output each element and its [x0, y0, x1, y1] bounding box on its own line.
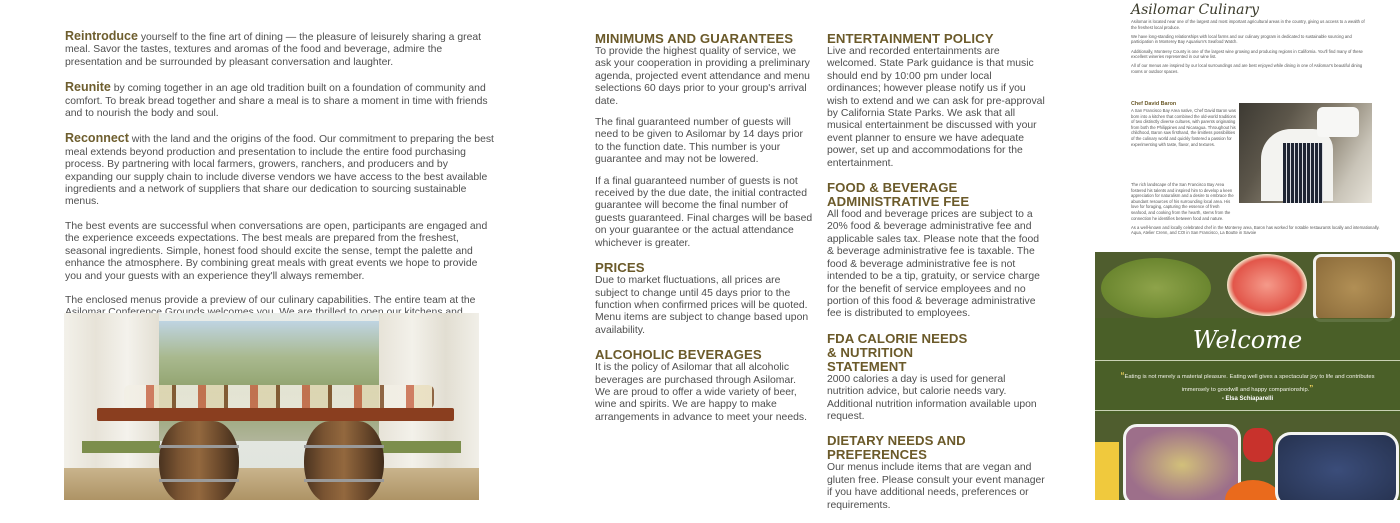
- policy-heading: FOOD & BEVERAGE ADMINISTRATIVE FEE: [827, 180, 970, 210]
- policy-text: It is the policy of Asilomar that all alcoholic beverages are purchased through Asilomar. We are proud to offer a wide variety of beer, wine and spirits. We are happy to make arrangements in advance to meet your needs.: [595, 362, 807, 423]
- blueberry-bowl: [1275, 432, 1399, 500]
- culinary-paragraph: We have long-standing relationships with local farms and our culinary program is dedicated to sustainable sourcing and participation in Monterey Bay Aquarium's Seafood Watch.: [1131, 33, 1352, 45]
- keyword: Reintroduce: [65, 29, 138, 43]
- policies-column-left: [595, 32, 813, 435]
- divider: [1095, 360, 1400, 361]
- floor: [64, 468, 479, 500]
- strawberry: [1243, 428, 1273, 462]
- chef-bio-continued: [1131, 182, 1389, 240]
- policy-text: Live and recorded entertainments are welcomed. State Park guidance is that music should end by 10:00 pm under local ordinances; however please notify us if you wish to extend and we can ask for pre-approval by California State Parks. We ask that all musical entertainment be discussed with your event planner to ensure we have adequate power, set up and accommodations for the entertainment.: [827, 46, 1045, 169]
- policy-text: The final guaranteed number of guests will need to be given to Asilomar by 14 days prior to the function date. This number is your guarantee and may not be lowered.: [595, 117, 803, 166]
- quote-author: - Elsa Schiaparelli: [1221, 396, 1274, 402]
- welcome-food-photo: [1095, 252, 1400, 500]
- chef-hat: [1317, 107, 1359, 137]
- keyword: Reconnect: [65, 131, 129, 146]
- policy-heading: ALCOHOLIC BEVERAGES: [595, 347, 762, 363]
- policy-alcoholic-beverages: [595, 348, 813, 424]
- welcome-overlay: [1095, 318, 1400, 414]
- policy-heading: FDA CALORIE NEEDS & NUTRITION STATEMENT: [827, 330, 968, 374]
- buffet-barrel-table-photo: [64, 313, 479, 500]
- culinary-paragraph: Additionally, Monterey County is one of the largest wine growing and producing regions in California. You'll find many of these excellent wineries represented in our wine list.: [1131, 48, 1363, 60]
- culinary-paragraph: Asilomar is located near one of the largest and most important agricultural areas in the country, giving us access to a wealth of the freshest local produce.: [1131, 19, 1365, 30]
- policy-heading: MINIMUMS AND GUARANTEES: [595, 31, 794, 46]
- chef-paragraph: A San Francisco Bay Area native, Chef David Baron was born into a kitchen that combined the old-world traditions of two distinctly diverse cultures, with parents originating from both the Philippines and Nicaragua. Throughout his childhood, Baron saw firsthand, the limitless possibilities of the culinary world and quickly fostered a passion for experimenting with taste, flavor, and textures.: [1131, 108, 1236, 147]
- policy-heading: DIETARY NEEDS AND PREFERENCES: [827, 433, 966, 463]
- corn: [1095, 442, 1119, 500]
- food-platters: [124, 385, 434, 409]
- keyword: Reunite: [65, 80, 111, 95]
- policy-dietary: [827, 434, 1045, 512]
- policy-admin-fee: [827, 181, 1045, 321]
- policy-heading: PRICES: [595, 260, 645, 276]
- policy-text: 2000 calories a day is used for general nutrition advice, but calorie needs vary. Additional nutrition information available upon request.: [827, 373, 1037, 422]
- policy-text: All food and beverage prices are subject to a 20% food & beverage administrative fee and applicable sales tax. Please note that the food & beverage administrative fee is taxable. The food & beverage administrative fee is not intended to be a tip, gratuity, or service charge for the benefit of service employees and no portion of this food & beverage administrative fee is distributed to employees.: [827, 209, 1040, 320]
- culinary-title: Asilomar Culinary: [1131, 2, 1260, 18]
- chef-paragraph: As a well-known and locally celebrated chef in the Monterey area, Baron has worked for notable restaurants locally and internationally. Aqua, Atelier Crenn, and COI in San Francisco, La Boutte in Savoie: [1131, 224, 1380, 236]
- tabletop: [97, 408, 454, 421]
- policy-text: If a final guaranteed number of guests is not received by the due date, the initial contracted guarantee will become the final number of guests guaranteed. Final charges will be based on your guarantee or the actual attendance whichever is greater.: [595, 175, 813, 249]
- policy-fda-calorie: [827, 332, 1045, 424]
- grapefruit: [1227, 254, 1307, 316]
- policy-text: Our menus include items that are vegan and gluten free. Please consult your event manager if you have additional needs, preferences or requirements.: [827, 462, 1045, 511]
- divider: [1095, 410, 1400, 411]
- pear: [1101, 258, 1211, 318]
- intro-column: [65, 30, 495, 344]
- intro-paragraph-reconnect: Reconnect with the land and the origins of the food. Our commitment to preparing the best meal extends beyond production and presentation to include the entire food purchasing process. By partnering with local farmers, growers, ranchers, and producers and by expanding our supply chain to include diverse vendors we have access to the best available ingredients and a network of suppliers that share our dedication to sourcing sustainable menus.: [65, 131, 494, 208]
- curtain-stripe: [379, 441, 461, 453]
- policy-text: To provide the highest quality of service, we ask your cooperation in providing a preliminary agenda, projected event attendance and menu selections 60 days prior to your group's arrival date.: [595, 46, 810, 107]
- intro-paragraph-reunite: Reunite by coming together in an age old tradition built on a foundation of community and comfort. To break bread together and share a meal is to share a moment in time with friends and to nourish the body and soul.: [65, 80, 488, 120]
- open-quote-mark: “: [1120, 371, 1125, 380]
- intro-paragraph-reintroduce: Reintroduce yourself to the fine art of dining — the pleasure of leisurely sharing a great meal. Savor the tastes, textures and aromas of the food and beverage, admire the presentation and be surrounded by pleasant conversation and laughter.: [65, 29, 482, 68]
- wine-barrel: [304, 421, 384, 500]
- sprouts-bowl: [1123, 424, 1241, 500]
- chef-bio: [1131, 101, 1236, 151]
- welcome-quote: “Eating is not merely a material pleasure. Eating well gives a spectacular joy to life and contributes immensely to goodwill and happy companionship.”: [1120, 371, 1375, 393]
- culinary-panel: [1095, 0, 1400, 500]
- intro-body-paragraph: The best events are successful when conversations are open, participants are engaged and the experience exceeds expectations. The best meals are prepared from the freshest, seasonal ingredients. Simple, honest food should excite the sense, tempt the palette and enhance the atmosphere. By combining great meals with great events we hope to provide you and your guests with an experience they'll always remember.: [65, 220, 488, 282]
- policies-column-right: [827, 32, 1045, 523]
- curtain-stripe: [82, 441, 160, 453]
- wine-barrel: [159, 421, 239, 500]
- policy-text: Due to market fluctuations, all prices are subject to change until 45 days prior to the function when confirmed prices will be quoted. Menu items are subject to change based upon availability.: [595, 275, 809, 336]
- intro-body-paragraph: The enclosed menus provide a preview of our culinary capabilities. The entire team at the: [65, 294, 476, 306]
- policy-entertainment: [827, 32, 1045, 170]
- chef-paragraph: The rich landscape of the San Francisco Bay Area fostered his talents and inspired him to develop a keen appreciation for naturalism and a desire to embrace the abundant resources of his surrounding local area. His love for foraging, capturing the essence of fresh seafood, and cooking from the hearth, stems from the connection he identifies between food and nature.: [1131, 182, 1234, 221]
- close-quote-mark: ”: [1309, 384, 1314, 393]
- policy-heading: ENTERTAINMENT POLICY: [827, 31, 994, 46]
- welcome-title: Welcome: [1192, 326, 1303, 354]
- policy-prices: [595, 261, 813, 337]
- culinary-intro: [1131, 19, 1371, 78]
- grain-bowl: [1313, 254, 1395, 322]
- culinary-paragraph: All of our menus are inspired by our local surroundings and are best enjoyed while dining in one of Asilomar's beautiful dining rooms or outdoor spaces.: [1131, 63, 1363, 74]
- chef-heading: Chef David Baron: [1131, 101, 1177, 107]
- policy-minimums: [595, 32, 813, 250]
